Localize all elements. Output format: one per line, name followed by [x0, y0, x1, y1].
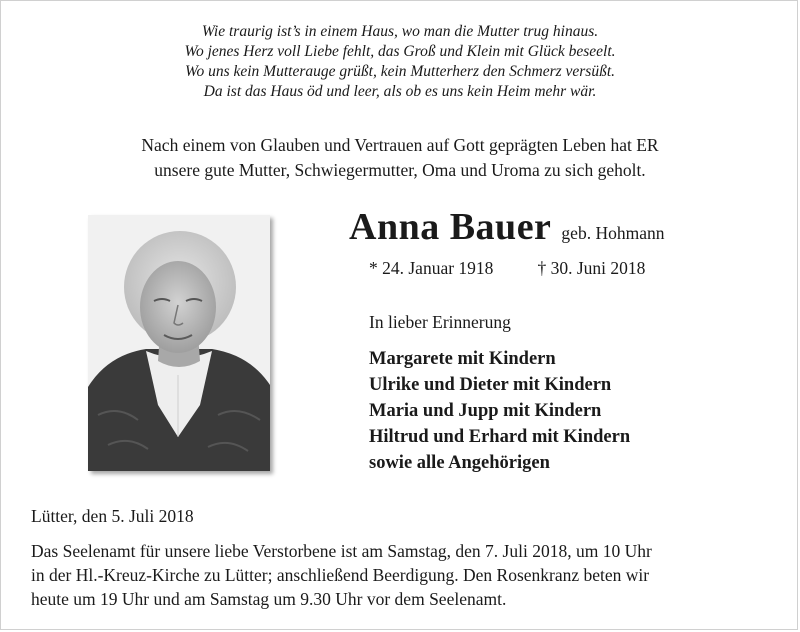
intro-line: unsere gute Mutter, Schwiegermutter, Oma und Uroma zu sich geholt.: [154, 160, 646, 180]
place-date: Lütter, den 5. Juli 2018: [31, 506, 194, 526]
mourner: Hiltrud und Erhard mit Kindern: [369, 427, 631, 447]
service-notice: [31, 539, 791, 611]
mourners-list: [369, 346, 630, 476]
poem: [0, 22, 800, 102]
notice-line: Das Seelenamt für unsere liebe Verstorbene ist am Samstag, den 7. Juli 2018, um 10 Uhr: [31, 541, 652, 561]
poem-line: Wie traurig ist’s in einem Haus, wo man die Mutter trug hinaus.: [201, 23, 599, 40]
poem-line: Wo jenes Herz voll Liebe fehlt, das Groß und Klein mit Glück beseelt.: [184, 43, 616, 60]
intro-line: Nach einem von Glauben und Vertrauen auf Gott geprägten Leben hat ER: [141, 135, 659, 155]
life-dates: [369, 258, 645, 279]
mourner: Margarete mit Kindern: [369, 349, 556, 369]
death-date: † 30. Juni 2018: [537, 258, 646, 278]
poem-line: Da ist das Haus öd und leer, als ob es uns kein Heim mehr wär.: [203, 83, 597, 100]
memory-label: In lieber Erinnerung: [369, 312, 511, 332]
mourner: Ulrike und Dieter mit Kindern: [369, 375, 612, 395]
birth-date: * 24. Januar 1918: [369, 258, 494, 278]
name-line: [349, 205, 664, 249]
notice-line: in der Hl.-Kreuz-Kirche zu Lütter; anschließend Beerdigung. Den Rosenkranz beten wir: [31, 565, 650, 585]
poem-line: Wo uns kein Mutterauge grüßt, kein Mutterherz den Schmerz versüßt.: [184, 63, 616, 80]
portrait-photo: [88, 215, 270, 471]
notice-line: heute um 19 Uhr und am Samstag um 9.30 Uhr vor dem Seelenamt.: [31, 589, 507, 609]
intro-text: [0, 133, 800, 183]
mourner: sowie alle Angehörigen: [369, 453, 550, 473]
mourner: Maria und Jupp mit Kindern: [369, 401, 602, 421]
birth-name: geb. Hohmann: [561, 223, 665, 243]
deceased-name: Anna Bauer: [349, 206, 552, 248]
